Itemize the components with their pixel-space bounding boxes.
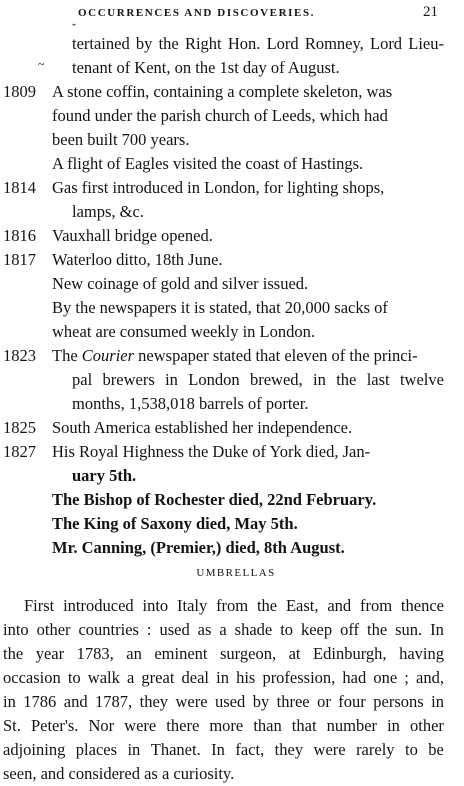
- word: introduced: [63, 596, 134, 615]
- word: brewers: [102, 370, 155, 389]
- word: by: [135, 34, 153, 53]
- word: thence: [400, 596, 444, 615]
- entry-line: [0, 392, 464, 416]
- entry-text: [72, 368, 444, 392]
- newspaper-name: Courier: [81, 346, 135, 365]
- word: Hon.: [227, 34, 261, 53]
- paragraph-line: [0, 714, 464, 738]
- entry-line: [0, 488, 464, 512]
- word: to: [67, 668, 81, 687]
- entry-line: [0, 56, 464, 80]
- entry-year: 1827: [3, 442, 36, 461]
- word: three: [276, 692, 310, 711]
- word: used: [215, 692, 246, 711]
- entry-year: 1817: [3, 250, 36, 269]
- entry-text: The Bishop of Rochester died, 22nd February.: [52, 490, 377, 509]
- word: be: [428, 740, 444, 759]
- page-number: 21: [423, 4, 438, 20]
- word: keep: [300, 620, 333, 639]
- word: eminent: [154, 644, 208, 663]
- entry-line: [0, 512, 464, 536]
- word: in: [387, 716, 400, 735]
- paragraph-text: [3, 642, 444, 666]
- entry-text: tenant of Kent, on the 1st day of August.: [72, 58, 340, 77]
- word: and: [63, 692, 88, 711]
- word: the: [158, 34, 179, 53]
- word: were: [175, 692, 208, 711]
- paragraph-text: [3, 618, 444, 642]
- paragraph-text: [3, 690, 444, 714]
- page-header: [0, 4, 464, 24]
- word: surgeon,: [220, 644, 277, 663]
- entry-text: wheat are consumed weekly in London.: [52, 322, 316, 341]
- entry-text: A flight of Eagles visited the coast of Hastings.: [52, 154, 364, 173]
- word: rarely: [356, 740, 395, 759]
- word: one: [373, 668, 398, 687]
- paragraph-line: [0, 762, 464, 786]
- entry-text: Waterloo ditto, 18th June.: [52, 250, 223, 269]
- word: were: [124, 716, 157, 735]
- word: St.: [3, 716, 21, 735]
- word: having: [399, 644, 444, 663]
- word: more: [209, 716, 244, 735]
- word: countries: [78, 620, 139, 639]
- entry-text: found under the parish church of Leeds, which had: [52, 106, 388, 125]
- word: in: [3, 692, 16, 711]
- paragraph-text: [24, 594, 444, 618]
- paragraph-text: [3, 666, 444, 690]
- entry-line: [0, 104, 464, 128]
- word: the: [256, 596, 278, 615]
- word: 1783,: [76, 644, 114, 663]
- entry-line: [0, 464, 464, 488]
- word: at: [288, 644, 301, 663]
- word: occasion: [3, 668, 61, 687]
- word: there: [166, 716, 200, 735]
- entry-text-rest: newspaper stated that eleven of the princi-: [138, 346, 418, 365]
- entry-line: [0, 296, 464, 320]
- paragraph-text: seen, and considered as a curiosity.: [3, 764, 235, 783]
- word: Nor: [88, 716, 115, 735]
- print-mark: ~: [38, 57, 45, 71]
- paragraph-line: [0, 690, 464, 714]
- word: shade: [234, 620, 273, 639]
- word: deal: [181, 668, 209, 687]
- word: into: [3, 620, 29, 639]
- word: in: [216, 668, 229, 687]
- word: year: [35, 644, 65, 663]
- entry-text-start: The: [52, 346, 78, 365]
- entry-line: [0, 152, 464, 176]
- entry-year: 1809: [3, 82, 36, 101]
- word: 1786: [23, 692, 57, 711]
- word: walk: [87, 668, 120, 687]
- word: they: [274, 740, 304, 759]
- entry-text: By the newspapers it is stated, that 20,000 sacks of: [52, 298, 388, 317]
- entry-line: [0, 440, 464, 464]
- entry-line: [0, 344, 464, 368]
- word: other: [409, 716, 444, 735]
- entry-text: The King of Saxony died, May 5th.: [52, 514, 298, 533]
- word: than: [253, 716, 282, 735]
- paragraph-line: [0, 594, 464, 618]
- word: Edinburgh,: [313, 644, 387, 663]
- word: that: [291, 716, 317, 735]
- entry-year: 1814: [3, 178, 36, 197]
- word: to: [280, 620, 294, 639]
- entry-year: 1825: [3, 418, 36, 437]
- word: adjoining: [3, 740, 66, 759]
- paragraph-line: [0, 642, 464, 666]
- word: other: [36, 620, 71, 639]
- word: Thanet.: [150, 740, 201, 759]
- paragraph-line: [0, 618, 464, 642]
- word: Right: [184, 34, 222, 53]
- entry-text: months, 1,538,018 barrels of porter.: [72, 394, 309, 413]
- running-head: OCCURRENCES AND DISCOVERIES.: [78, 7, 316, 19]
- section-heading: UMBRELLAS: [196, 567, 276, 579]
- word: sun.: [395, 620, 423, 639]
- entry-text: Vauxhall bridge opened.: [52, 226, 213, 245]
- entry-line: [0, 32, 464, 56]
- word: and: [327, 596, 352, 615]
- word: Romney,: [304, 34, 364, 53]
- entry-year: 1823: [3, 346, 36, 365]
- word: number: [326, 716, 378, 735]
- entry-line: [0, 368, 464, 392]
- word: First: [24, 596, 55, 615]
- entry-text: Mr. Canning, (Premier,) died, 8th August.: [52, 538, 345, 557]
- word: a: [219, 620, 227, 639]
- word: by: [252, 692, 270, 711]
- entry-line: [0, 272, 464, 296]
- word: in: [127, 740, 141, 759]
- entry-line: [0, 80, 464, 104]
- print-mark: ˇ: [72, 21, 76, 35]
- word: used: [159, 620, 190, 639]
- word: four: [338, 692, 366, 711]
- word: from: [360, 596, 393, 615]
- word: as: [197, 620, 212, 639]
- word: pal: [72, 370, 93, 389]
- word: or: [317, 692, 331, 711]
- paragraph-line: [0, 738, 464, 762]
- word: a: [126, 668, 135, 687]
- word: great: [141, 668, 175, 687]
- word: the: [3, 644, 24, 663]
- paragraph-line: [0, 666, 464, 690]
- word: the: [336, 370, 357, 389]
- word: his: [236, 668, 256, 687]
- entry-text: A stone coffin, containing a complete skeleton, was: [52, 82, 393, 101]
- word: into: [142, 596, 169, 615]
- word: tertained: [72, 34, 130, 53]
- word: in: [313, 370, 326, 389]
- entry-text: New coinage of gold and silver issued.: [52, 274, 309, 293]
- entry-text: [52, 344, 418, 368]
- word: last: [366, 370, 390, 389]
- word: and,: [416, 668, 444, 687]
- word: places: [75, 740, 118, 759]
- word: ;: [404, 668, 409, 687]
- entry-text: Gas first introduced in London, for lighting shops,: [52, 178, 385, 197]
- entry-line: [0, 128, 464, 152]
- word: in: [431, 692, 444, 711]
- entry-text: lamps, &c.: [72, 202, 144, 221]
- entry-line: [0, 536, 464, 560]
- entry-text: uary 5th.: [72, 466, 137, 485]
- entry-year: 1816: [3, 226, 36, 245]
- word: to: [405, 740, 418, 759]
- word: an: [126, 644, 142, 663]
- word: the: [367, 620, 388, 639]
- word: In: [211, 740, 225, 759]
- word: twelve: [399, 370, 444, 389]
- word: from: [216, 596, 249, 615]
- entry-line: [0, 224, 464, 248]
- entry-text: [72, 32, 444, 56]
- word: were: [313, 740, 346, 759]
- word: fact,: [235, 740, 265, 759]
- word: Lord: [266, 34, 299, 53]
- word: Peter's.: [30, 716, 79, 735]
- word: London: [188, 370, 240, 389]
- word: off: [340, 620, 360, 639]
- word: profession,: [262, 668, 336, 687]
- paragraph-text: [3, 738, 444, 762]
- entry-line: [0, 248, 464, 272]
- entry-text: His Royal Highness the Duke of York died, Jan-: [52, 442, 371, 461]
- entry-line: [0, 200, 464, 224]
- entry-line: [0, 320, 464, 344]
- word: In: [430, 620, 444, 639]
- paragraph-text: [3, 714, 444, 738]
- word: :: [146, 620, 152, 639]
- word: brewed,: [249, 370, 303, 389]
- word: Lord: [369, 34, 403, 53]
- word: they: [139, 692, 169, 711]
- word: Lieu-: [408, 34, 444, 53]
- word: 1787,: [95, 692, 133, 711]
- word: Italy: [176, 596, 208, 615]
- word: persons: [373, 692, 424, 711]
- word: in: [165, 370, 178, 389]
- entry-text: South America established her independence.: [52, 418, 353, 437]
- word: had: [342, 668, 367, 687]
- word: East,: [285, 596, 319, 615]
- entry-text: been built 700 years.: [52, 130, 190, 149]
- entry-line: [0, 176, 464, 200]
- entry-line: [0, 416, 464, 440]
